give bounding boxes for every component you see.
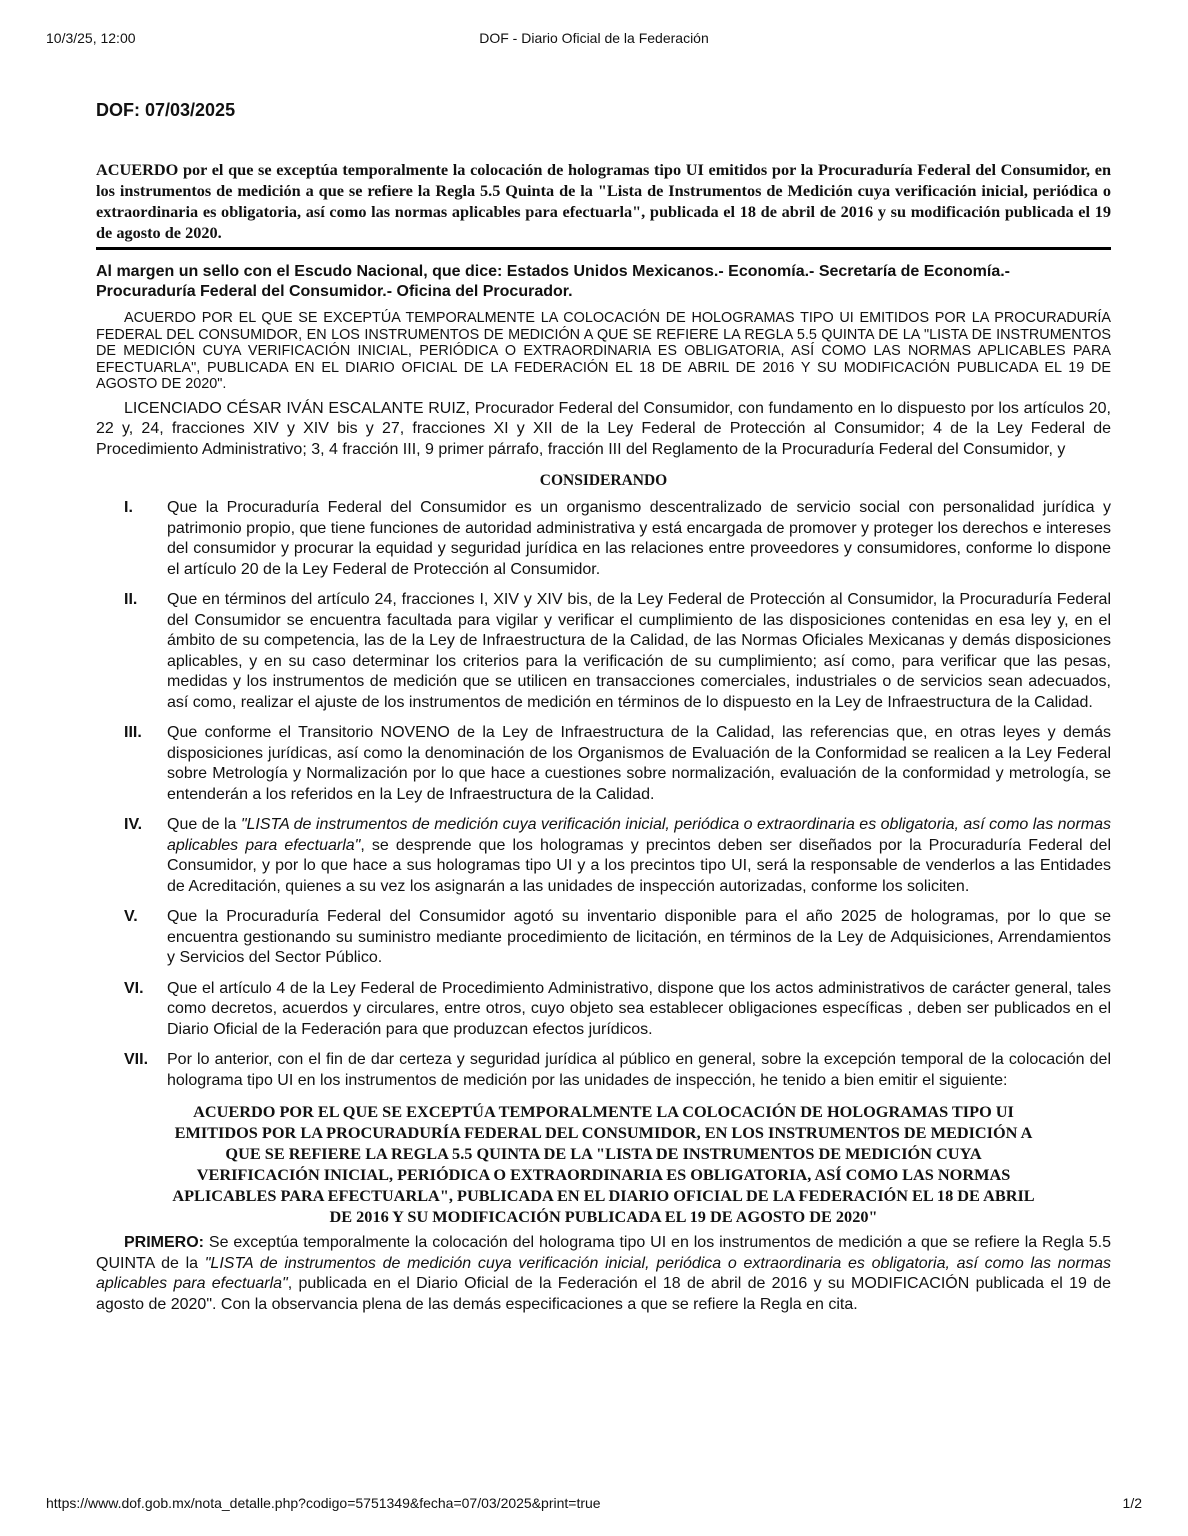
considerando-text-before: Que de la	[167, 816, 241, 833]
considerando-number: VII.	[124, 1051, 149, 1068]
considerando-text: Que la Procuraduría Federal del Consumidor agotó su inventario disponible para el año 2025 de hologramas, por lo que se encuentra gestionando su suministro mediante procedimiento de licitación, en términos de la Ley de Adquisiciones, Arrendamientos y Servicios del Sector Público.	[167, 908, 1111, 966]
considerando-number: V.	[124, 908, 138, 925]
primero-text-before: Se exceptúa temporalmente la colocación del holograma tipo UI en los instrumentos de medición a que se refiere la Regla 5.5 QUINTA de la	[96, 1234, 1111, 1272]
page-number: 1/2	[1122, 1495, 1142, 1511]
considerando-number: VI.	[124, 979, 144, 997]
considerando-item	[96, 1050, 1111, 1091]
primero-text-after: , publicada en el Diario Oficial de la Federación el 18 de abril de 2016 y su MODIFICACIÓN publicada el 19 de agosto de 2020". Con la observancia plena de las demás especificaciones a que se refiere la Regla en cita.	[96, 1275, 1112, 1313]
considerando-item	[96, 590, 1111, 713]
considerando-number: IV.	[124, 816, 143, 833]
document-title: ACUERDO por el que se exceptúa temporalmente la colocación de hologramas tipo UI emitidos por la Procuraduría Federal del Consumidor, en los instrumentos de medición a que se refiere la Regla 5.5 Quinta de la "Lista de Instrumentos de Medición cuya verificación inicial, periódica o extraordinaria es obligatoria, así como las normas aplicables para efectuarla", publicada el 18 de abril de 2016 y su modificación publicada el 19 de agosto de 2020.	[96, 160, 1111, 242]
considerando-item	[96, 979, 1111, 1041]
primero-text-italic: "LISTA de instrumentos de medición cuya verificación inicial, periódica o extraordinaria es obligatoria, así como las normas aplicables para efectuarla"	[96, 1254, 1112, 1292]
considerando-number: I.	[124, 499, 133, 516]
document-content	[96, 100, 1111, 1315]
considerando-item	[96, 907, 1111, 969]
considerando-text-italic: "LISTA de instrumentos de medición cuya verificación inicial, periódica o extraordinaria es obligatoria, así como las normas aplicables para efectuarla"	[167, 816, 1112, 854]
acuerdo-heading: ACUERDO POR EL QUE SE EXCEPTÚA TEMPORALMENTE LA COLOCACIÓN DE HOLOGRAMAS TIPO UI EMITIDOS POR LA PROCURADURÍA FEDERAL DEL CONSUMIDOR, EN LOS INSTRUMENTOS DE MEDICIÓN A QUE SE REFIERE LA REGLA 5.5 QUINTA DE LA "LISTA DE INSTRUMENTOS DE MEDICIÓN CUYA VERIFICACIÓN INICIAL, PERIÓDICA O EXTRAORDINARIA ES OBLIGATORIA, ASÍ COMO LAS NORMAS APLICABLES PARA EFECTUARLA", PUBLICADA EN EL DIARIO OFICIAL DE LA FEDERACIÓN EL 18 DE ABRIL DE 2016 Y SU MODIFICACIÓN PUBLICADA EL 19 DE AGOSTO DE 2020"	[172, 1102, 1035, 1226]
considerando-text: Que la Procuraduría Federal del Consumidor es un organismo descentralizado de servicio social con personalidad jurídica y patrimonio propio, que tiene funciones de autoridad administrativa y está encargada de promover y proteger los derechos e intereses del consumidor y procurar la equidad y seguridad jurídica en las relaciones entre proveedores y consumidores, conforme lo dispone el artículo 20 de la Ley Federal de Protección al Consumidor.	[167, 499, 1111, 578]
considerando-text: Que en términos del artículo 24, fracciones I, XIV y XIV bis, de la Ley Federal de Protección al Consumidor, la Procuraduría Federal del Consumidor se encuentra facultada para vigilar y verificar el cumplimiento de las disposiciones contenidas en esa ley y, en el ámbito de su competencia, las de la Ley de Infraestructura de la Calidad, de las Normas Oficiales Mexicanas y demás disposiciones aplicables, y en su caso determinar los criterios para la verificación de su cumplimiento; así como, para verificar que las pesas, medidas y los instrumentos de medición que se utilicen en transacciones comerciales, industriales o de servicios sean adecuados, así como, realizar el ajuste de los instrumentos de medición en términos de lo dispuesto en la Ley de Infraestructura de la Calidad.	[167, 591, 1111, 711]
page-url: https://www.dof.gob.mx/nota_detalle.php?codigo=5751349&fecha=07/03/2025&print=true	[46, 1495, 601, 1511]
title-divider	[96, 247, 1111, 250]
margin-note: Al margen un sello con el Escudo Nacional, que dice: Estados Unidos Mexicanos.- Economía.- Secretaría de Economía.- Procuraduría Federal del Consumidor.- Oficina del Procurador.	[96, 263, 1011, 300]
considerando-text: Que conforme el Transitorio NOVENO de la Ley de Infraestructura de la Calidad, las referencias que, en otras leyes y demás disposiciones jurídicas, así como la denominación de los Organismos de Evaluación de la Conformidad se realicen a la Ley Federal sobre Metrología y Normalización por lo que hace a cuestiones sobre normalización, evaluación de la conformidad y metrología, se entenderán a los referidos en la Ley de Infraestructura de la Calidad.	[167, 724, 1111, 803]
considerandos-list	[96, 498, 1111, 1091]
considerando-item	[96, 498, 1111, 580]
print-page-title: DOF - Diario Oficial de la Federación	[479, 30, 709, 46]
print-header	[46, 30, 1142, 50]
preamble: LICENCIADO CÉSAR IVÁN ESCALANTE RUIZ, Procurador Federal del Consumidor, con fundamento en lo dispuesto por los artículos 20, 22 y, 24, fracciones XIV y XIV bis y 27, fracciones XI y XII de la Ley Federal de Protección al Consumidor; 4 de la Ley Federal de Procedimiento Administrativo; 3, 4 fracción III, 9 primer párrafo, fracción III del Reglamento de la Procuraduría Federal del Consumidor, y	[96, 399, 1111, 458]
caps-title: ACUERDO POR EL QUE SE EXCEPTÚA TEMPORALMENTE LA COLOCACIÓN DE HOLOGRAMAS TIPO UI EMITIDOS POR LA PROCURADURÍA FEDERAL DEL CONSUMIDOR, EN LOS INSTRUMENTOS DE MEDICIÓN A QUE SE REFIERE LA REGLA 5.5 QUINTA DE LA "LISTA DE INSTRUMENTOS DE MEDICIÓN CUYA VERIFICACIÓN INICIAL, PERIÓDICA O EXTRAORDINARIA ES OBLIGATORIA, ASÍ COMO LAS NORMAS APLICABLES PARA EFECTUARLA", PUBLICADA EN EL DIARIO OFICIAL DE LA FEDERACIÓN EL 18 DE ABRIL DE 2016 Y SU MODIFICACIÓN PUBLICADA EL 19 DE AGOSTO DE 2020".	[96, 310, 1111, 392]
considerando-text-after: , se desprende que los hologramas y precintos deben ser diseñados por la Procuraduría Federal del Consumidor, y por lo que hace a sus hologramas tipo UI y a los precintos tipo UI, será la responsable de venderlos a las Entidades de Acreditación, quienes a su vez los asignarán a las unidades de inspección autorizadas, conforme los soliciten.	[167, 836, 1112, 895]
considerando-heading: CONSIDERANDO	[539, 472, 668, 489]
print-datetime: 10/3/25, 12:00	[46, 30, 136, 46]
considerando-item	[96, 723, 1111, 805]
dof-date: DOF: 07/03/2025	[96, 100, 236, 120]
considerando-text: Por lo anterior, con el fin de dar certeza y seguridad jurídica al público en general, sobre la excepción temporal de la colocación del holograma tipo UI en los instrumentos de medición por las unidades de inspección, he tenido a bien emitir el siguiente:	[167, 1051, 1111, 1089]
considerando-number: III.	[124, 724, 142, 741]
considerando-item	[96, 815, 1111, 897]
primero-label: PRIMERO:	[124, 1234, 204, 1251]
considerando-number: II.	[124, 591, 138, 608]
primero-paragraph	[96, 1233, 1111, 1315]
considerando-text: Que el artículo 4 de la Ley Federal de Procedimiento Administrativo, dispone que los actos administrativos de carácter general, tales como decretos, acuerdos y circulares, entre otros, cuyo objeto sea establecer obligaciones específicas , deben ser publicados en el Diario Oficial de la Federación para que produzcan efectos jurídicos.	[167, 979, 1111, 1038]
